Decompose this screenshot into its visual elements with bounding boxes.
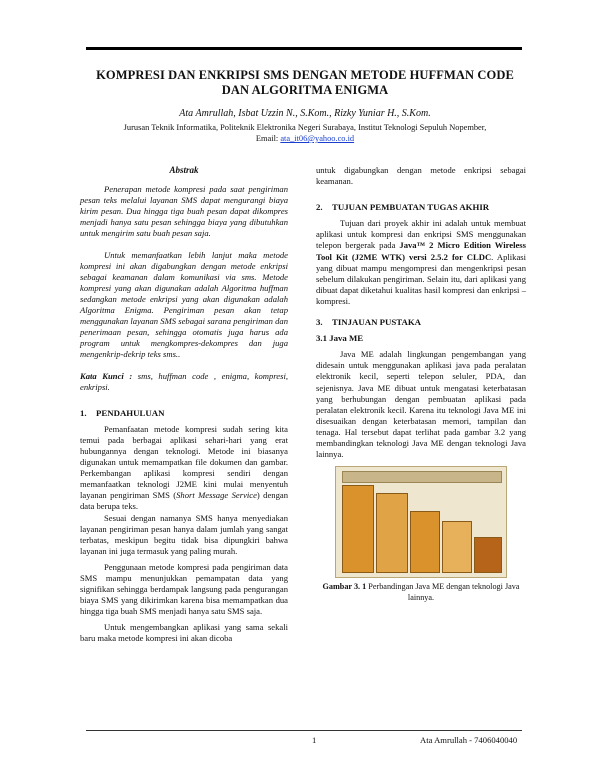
section-2-number: 2. <box>316 202 323 213</box>
abstract-paragraph-2: Untuk memanfaatkan lebih lanjut maka metode kompresi ini akan digabungkan dengan metode enkripsi sebagai keamanan dalam komunikasi via sms. Metode kompresi yang akan digunakan adalah Algoritma huffman sedangkan metode enkripsi yang akan digunakan adalah Algoritma Enigma. Pengiriman pesan akan tetap menggunakan layanan SMS sebagai sarana pengiriman dan penerimaan pesan, sehingga otomatis juga harus ada program untuk mengkompres-dekompres dan juga mengenkrip-dekrip teks sms.. <box>80 249 288 360</box>
section-1-paragraph-4: Untuk mengembangkan aplikasi yang sama sekali baru maka metode kompresi ini akan dicoba <box>80 622 288 644</box>
section-1-paragraph-3: Penggunaan metode kompresi pada pengiriman data SMS mampu menunjukkan pemampatan data yang signifikan sehingga berdampak langsung pada pengurangan biaya SMS yang dikirimkan karena bisa memampatkan dua hingga tiga buah SMS menjadi hanya satu SMS saja. <box>80 561 288 617</box>
footer-author-id: Ata Amrullah - 7406040040 <box>420 735 518 745</box>
figure-block-5 <box>474 537 502 573</box>
s2p1-b: Java™ 2 Micro Edition Wireless Tool Kit (J2ME WTK) versi 2.5.2 for CLDC <box>316 240 526 262</box>
s1p1-end: ) dengan data berupa teks. <box>80 490 288 512</box>
abstract-heading: Abstrak <box>169 165 199 175</box>
caption-text: Perbandingan Java ME dengan teknologi Java lainnya. <box>368 582 520 602</box>
section-3-number: 3. <box>316 317 323 328</box>
keywords-label: Kata Kunci : <box>80 370 133 381</box>
section-2-heading <box>316 202 526 213</box>
section-2-title: TUJUAN PEMBUATAN TUGAS AKHIR <box>332 202 490 213</box>
affiliation: Jurusan Teknik Informatika, Politeknik Elektronika Negeri Surabaya, Institut Teknologi Sepuluh Nopember, <box>123 123 487 132</box>
figure-block-3 <box>410 511 440 573</box>
page-number: 1 <box>312 735 317 745</box>
section-3-title: TINJAUAN PUSTAKA <box>332 317 422 328</box>
keywords-text: sms, huffman code , enigma, kompresi, enkripsi. <box>80 370 289 392</box>
email-label: Email: <box>255 134 279 143</box>
section-1-paragraph-1 <box>80 424 288 513</box>
email-line <box>60 133 550 144</box>
s2p1-a: Tujuan dari proyek akhir ini adalah untuk membuat aplikasi untuk kompresi dan enkripsi SMS menggunakan telepon bergerak pada <box>316 218 526 251</box>
email-link[interactable]: ata_it06@yahoo.co.id <box>280 134 355 143</box>
authors: Ata Amrullah, Isbat Uzzin N., S.Kom., Rizky Yuniar H., S.Kom. <box>179 108 431 119</box>
figure-caption <box>316 582 526 603</box>
left-column <box>80 165 288 645</box>
section-1-title: PENDAHULUAN <box>96 407 165 418</box>
affiliation-block <box>60 122 550 144</box>
section-3-paragraph: Java ME adalah lingkungan pengembangan yang didesain untuk menggunakan aplikasi java pada peralatan elektronik kecil, seperti telepon seluler, PDA, dan sejenisnya. Java ME dibuat untuk mengatasi keterbatasan yang berhubungan dengan pembuatan aplikasi pada peralatan elektronik kecil. Karena itu teknologi Java ME ini disesuaikan dengan keterbatasan memori, tampilan dan tenaga. Hal tersebut dapat terlihat pada gambar 3.2 yang membandingkan teknologi Java ME dengan teknologi Java lainnya. <box>316 349 526 460</box>
abstract-paragraph-1: Penerapan metode kompresi pada saat pengiriman pesan teks melalui layanan SMS dapat mengurangi biaya kirim pesan. Dua hingga tiga buah pesan dapat dikompres menjadi hanya satu pesan sehingga biaya yang dibutuhkan untuk mengirim satu buah pesan saja. <box>80 184 288 239</box>
title-line-2: DAN ALGORITMA ENIGMA <box>221 83 389 97</box>
subsection-3-1-heading: 3.1 Java ME <box>316 333 364 344</box>
section-1-number: 1. <box>80 407 87 418</box>
section-1-heading <box>80 408 288 419</box>
s1p1-ital: Short Message Service <box>176 490 257 501</box>
section-3-heading <box>316 317 526 328</box>
right-column <box>316 165 526 603</box>
figure-block-1 <box>342 485 374 573</box>
s1p1-text: Pemanfaatan metode kompresi sudah sering kita temui pada berbagai aplikasi sehari-hari yang erat hubungannya dengan teknologi. Metode ini biasanya digunakan untuk memampatkan file dokumen dan gambar. Perkembangan aplikasi kompresi sendiri dengan memanfaatkan teknologi J2ME kini mulai menyentuh layanan pengiriman SMS ( <box>80 423 288 501</box>
top-rule <box>86 47 522 50</box>
s2p1-c: . Aplikasi yang dibuat mampu mengompresi dan mengenkripsi pesan sebelum dilakukan pengiriman. Selain itu, dari aplikasi yang dibuat dapat diketahui kualitas hasil kompresi dan enkripsi – kompresi. <box>316 251 526 306</box>
paper-title <box>70 68 540 98</box>
figure-block-2 <box>376 493 408 573</box>
continued-text: untuk digabungkan dengan metode enkripsi sebagai keamanan. <box>316 165 526 187</box>
java-me-figure <box>335 466 507 578</box>
section-1-paragraph-2: Sesuai dengan namanya SMS hanya menyediakan layanan pengiriman pesan hanya dalam jumlah yang sangat terbatas, meskipun begitu tidak bisa dipungkiri bahwa layanan ini juga termasuk yang paling murah. <box>80 512 288 556</box>
caption-label: Gambar 3. 1 <box>322 582 367 592</box>
figure-top-band <box>342 471 502 483</box>
section-2-paragraph <box>316 218 526 307</box>
title-line-1: KOMPRESI DAN ENKRIPSI SMS DENGAN METODE HUFFMAN CODE <box>96 68 514 82</box>
figure-block-4 <box>442 521 472 573</box>
keywords <box>80 371 288 393</box>
footer-rule <box>86 730 522 731</box>
